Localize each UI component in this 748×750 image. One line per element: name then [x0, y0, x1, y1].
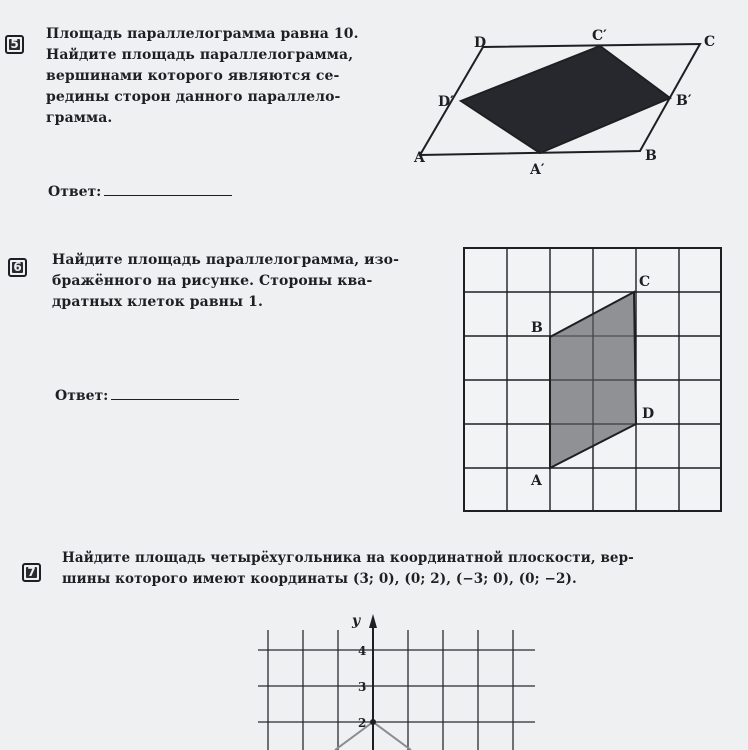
label-B: B	[645, 148, 657, 164]
task-5-line: Найдите площадь параллелограмма,	[46, 47, 354, 63]
label-A: A	[414, 150, 425, 166]
task-7-text	[62, 548, 634, 590]
grid-label-B: B	[531, 320, 543, 336]
answer-line[interactable]	[111, 389, 239, 400]
grid-label-D: D	[642, 406, 655, 422]
coord-grid-lines	[258, 630, 535, 750]
tick-label-3: 3	[358, 680, 367, 694]
grid-label-C: C	[639, 274, 651, 290]
y-axis-label: y	[352, 613, 361, 629]
task-5-line: Площадь параллелограмма равна 10.	[46, 26, 359, 42]
answer-label: Ответ:	[48, 184, 102, 200]
tick-label-2: 2	[358, 716, 367, 730]
tick-label-4: 4	[358, 644, 367, 658]
task-6-line: бражённого на рисунке. Стороны ква-	[52, 273, 373, 289]
task-6-number: 6	[8, 258, 27, 277]
label-A-prime: A′	[530, 162, 545, 178]
task-5-figure	[413, 28, 715, 178]
y-axis-arrow	[369, 614, 377, 628]
label-C: C	[704, 34, 716, 50]
label-D: D	[474, 35, 487, 51]
task-7-line: шины которого имеют координаты (3; 0), (0; 2), (−3; 0), (0; −2).	[62, 571, 577, 587]
task-5-line: грамма.	[46, 110, 113, 126]
label-C-prime: C′	[592, 28, 607, 44]
task-6-answer	[55, 388, 239, 404]
task-6-figure	[464, 248, 721, 511]
label-B-prime: B′	[676, 93, 692, 109]
grid-label-A: A	[531, 473, 542, 489]
answer-label: Ответ:	[55, 388, 109, 404]
task-5-line: вершинами которого являются се-	[46, 68, 340, 84]
task-6-line: дратных клеток равны 1.	[52, 294, 263, 310]
task-6-text	[52, 250, 399, 313]
task-7-line: Найдите площадь четырёхугольника на координатной плоскости, вер-	[62, 550, 634, 566]
task-5-number: 5	[5, 35, 24, 54]
task-5-line: редины сторон данного параллело-	[46, 89, 341, 105]
vertex-point	[370, 719, 376, 725]
task-6-line: Найдите площадь параллелограмма, изо-	[52, 252, 400, 268]
midpoint-parallelogram	[461, 46, 670, 153]
task-7-number: 7	[22, 563, 41, 582]
label-D-prime: D′	[438, 94, 454, 110]
task-7-figure	[258, 613, 535, 750]
